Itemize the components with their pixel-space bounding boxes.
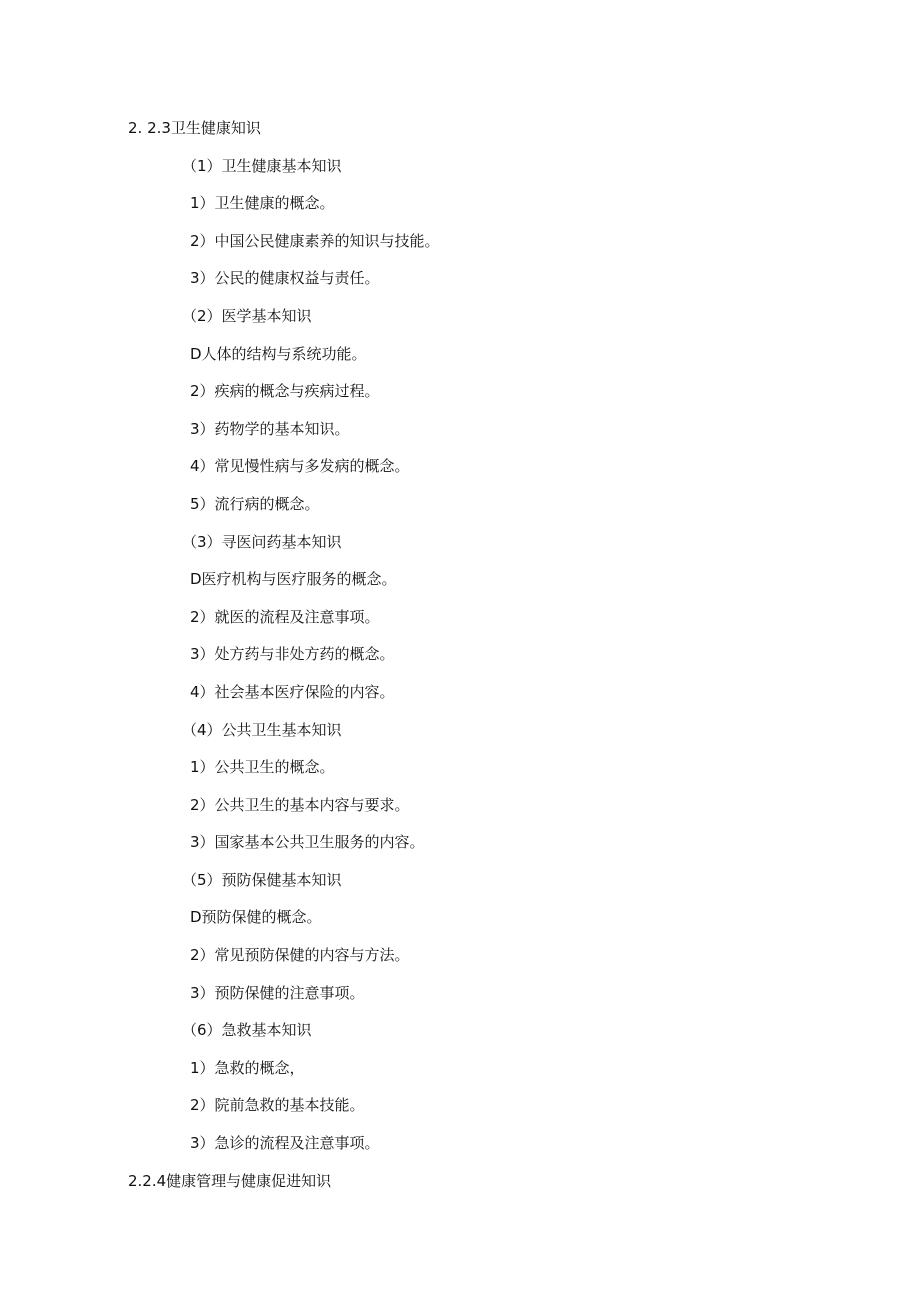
document-body — [0, 116, 920, 1206]
list-item: 1）急救的概念， — [190, 1058, 305, 1077]
list-item: 3）处方药与非处方药的概念。 — [190, 645, 395, 664]
list-item: 2）疾病的概念与疾病过程。 — [190, 382, 380, 401]
list-item: 1）公共卫生的概念。 — [190, 758, 335, 777]
list-item: 3）急诊的流程及注意事项。 — [190, 1134, 380, 1153]
list-item: 3）药物学的基本知识。 — [190, 419, 350, 438]
subsection-heading: （1）卫生健康基本知识 — [182, 156, 342, 175]
list-item: 2）院前急救的基本技能。 — [190, 1096, 365, 1115]
list-item: D医疗机构与医疗服务的概念。 — [190, 570, 397, 589]
list-item: 2）常见预防保健的内容与方法。 — [190, 946, 410, 965]
subsection-heading: （4）公共卫生基本知识 — [182, 720, 342, 739]
list-item: 4）常见慢性病与多发病的概念。 — [190, 457, 410, 476]
list-item: 5）流行病的概念。 — [190, 494, 320, 513]
section-heading: 2.2.4健康管理与健康促进知识 — [128, 1171, 332, 1190]
list-item: 2）公共卫生的基本内容与要求。 — [190, 795, 410, 814]
list-item: 2）中国公民健康素养的知识与技能。 — [190, 231, 440, 250]
list-item: D预防保健的概念。 — [190, 908, 322, 927]
list-item: 3）预防保健的注意事项。 — [190, 983, 365, 1002]
list-item: D人体的结构与系统功能。 — [190, 344, 367, 363]
subsection-heading: （3）寻医问药基本知识 — [182, 532, 342, 551]
subsection-heading: （6）急救基本知识 — [182, 1021, 312, 1040]
list-item: 1）卫生健康的概念。 — [190, 194, 335, 213]
list-item: 3）公民的健康权益与责任。 — [190, 269, 380, 288]
list-item: 4）社会基本医疗保险的内容。 — [190, 682, 395, 701]
list-item: 2）就医的流程及注意事项。 — [190, 607, 380, 626]
subsection-heading: （5）预防保健基本知识 — [182, 870, 342, 889]
list-item: 3）国家基本公共卫生服务的内容。 — [190, 833, 425, 852]
subsection-heading: （2）医学基本知识 — [182, 306, 312, 325]
section-heading: 2. 2.3卫生健康知识 — [128, 119, 261, 137]
